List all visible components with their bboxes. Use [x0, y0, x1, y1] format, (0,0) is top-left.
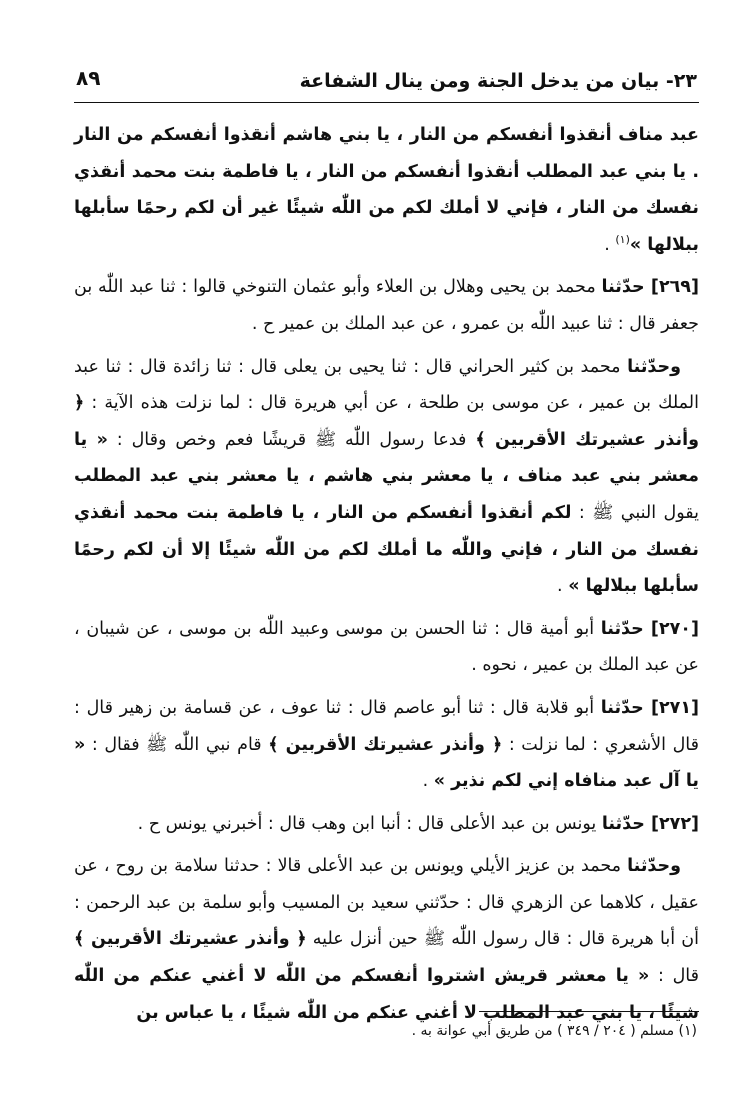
bold-text-run: لكم أنقذوا أنفسكم من النار ، يا فاطمة بنت محمد أنقذي نفسك من النار ، فإني واللّٰه ما أملك لكم من اللّٰه شيئًا إلا أن لكم رحمًا سأبلها ببلالها »: [74, 502, 699, 597]
paragraph: [74, 806, 699, 843]
paragraph: [74, 269, 699, 342]
bold-text-run: ﴿ وأنذر عشيرتك الأقربين ﴾: [74, 929, 307, 950]
bold-text-run: وحدّثنا: [627, 856, 681, 877]
hadith-text-body: [74, 117, 699, 1031]
bold-text-run: [٢٦٩] حدّثنا: [601, 277, 699, 298]
footnote-separator: [479, 1011, 699, 1012]
page-number: ٨٩: [76, 66, 101, 90]
text-run: .: [604, 234, 616, 255]
text-run: فدعا رسول اللّٰه ﷺ قريشًا فعم وخص وقال :: [107, 429, 476, 450]
text-run: .: [557, 576, 569, 597]
bold-text-run: [٢٧٢] حدّثنا: [601, 813, 699, 834]
text-run: محمد بن يحيى وهلال بن العلاء وأبو عثمان التنوخي قالوا : ثنا عبد اللّٰه بن جعفر قال : ثنا عبيد اللّٰه بن عمرو ، عن عبد الملك بن عمير ح .: [74, 277, 699, 334]
bold-text-run: وحدّثنا: [627, 356, 681, 377]
book-page: [74, 58, 699, 1078]
footnote: (١) مسلم ( ٢٠٤ / ٣٤٩ ) من طريق أبي عوانة به .: [411, 1023, 697, 1039]
text-run: قام نبي اللّٰه ﷺ فقال :: [85, 734, 269, 755]
text-run: محمد بن عزيز الأيلي ويونس بن عبد الأعلى قالا : حدثنا سلامة بن روح ، عن عقيل ، كلاهما عن الزهري قال : حدّثني سعيد بن المسيب وأبو سلمة بن عبد الرحمن : أن أبا هريرة قال : قال رسول اللّٰه ﷺ حين أنزل عليه: [74, 856, 699, 950]
paragraph: [74, 690, 699, 800]
footnote-reference: (١): [615, 232, 630, 246]
bold-text-run: [٢٧٠] حدّثنا: [600, 618, 699, 639]
bold-text-run: « يا معشر قريش اشتروا أنفسكم من اللّٰه لا أغني عنكم من اللّٰه شيئًا ، يا بني عبد المطلب لا أغني عنكم من اللّٰه شيئًا ، يا عباس بن: [74, 966, 699, 1023]
chapter-title: ٢٣- بيان من يدخل الجنة ومن ينال الشفاعة: [299, 70, 697, 92]
bold-text-run: ﴿ وأنذر عشيرتك الأقربين ﴾: [268, 734, 503, 755]
text-run: أبو قلابة قال : ثنا أبو عاصم قال : ثنا عوف ، عن قسامة بن زهير قال : قال الأشعري : لما نزلت :: [74, 697, 699, 755]
text-run: يونس بن عبد الأعلى قال : أنبا ابن وهب قال : أخبرني يونس ح .: [137, 813, 602, 834]
bold-text-run: ﴿ وأنذر عشيرتك الأقربين ﴾: [74, 393, 699, 450]
bold-text-run: [٢٧١] حدّثنا: [600, 697, 699, 718]
paragraph: [74, 349, 699, 605]
text-run: قال :: [649, 966, 699, 987]
text-run: يقول النبي ﷺ :: [571, 502, 699, 523]
bold-text-run: « يا معشر بني عبد مناف ، يا معشر بني هاشم ، يا معشر بني عبد المطلب: [74, 429, 699, 487]
bold-text-run: « يا آل عبد منافاه إني لكم نذير »: [74, 734, 699, 792]
running-header: [74, 58, 699, 103]
paragraph: [74, 848, 699, 1031]
bold-text-run: عبد مناف أنقذوا أنفسكم من النار ، يا بني هاشم أنقذوا أنفسكم من النار . يا بني عبد المطلب أنقذوا أنفسكم من النار ، يا فاطمة بنت محمد أنقذي نفسك من النار ، فإني لا أملك لكم من اللّٰه شيئًا غير أن لكم رحمًا سأبلها ببلالها »: [74, 125, 699, 255]
paragraph: [74, 611, 699, 684]
text-run: أبو أمية قال : ثنا الحسن بن موسى وعبيد اللّٰه بن موسى ، عن شيبان ، عن عبد الملك بن عمير ، نحوه .: [74, 618, 699, 676]
text-run: محمد بن كثير الحراني قال : ثنا يحيى بن يعلى قال : ثنا زائدة قال : ثنا عبد الملك بن عمير ، عن موسى بن طلحة ، عن أبي هريرة قال : لما نزلت هذه الآية :: [74, 356, 699, 414]
text-run: .: [422, 771, 434, 792]
paragraph: [74, 117, 699, 263]
